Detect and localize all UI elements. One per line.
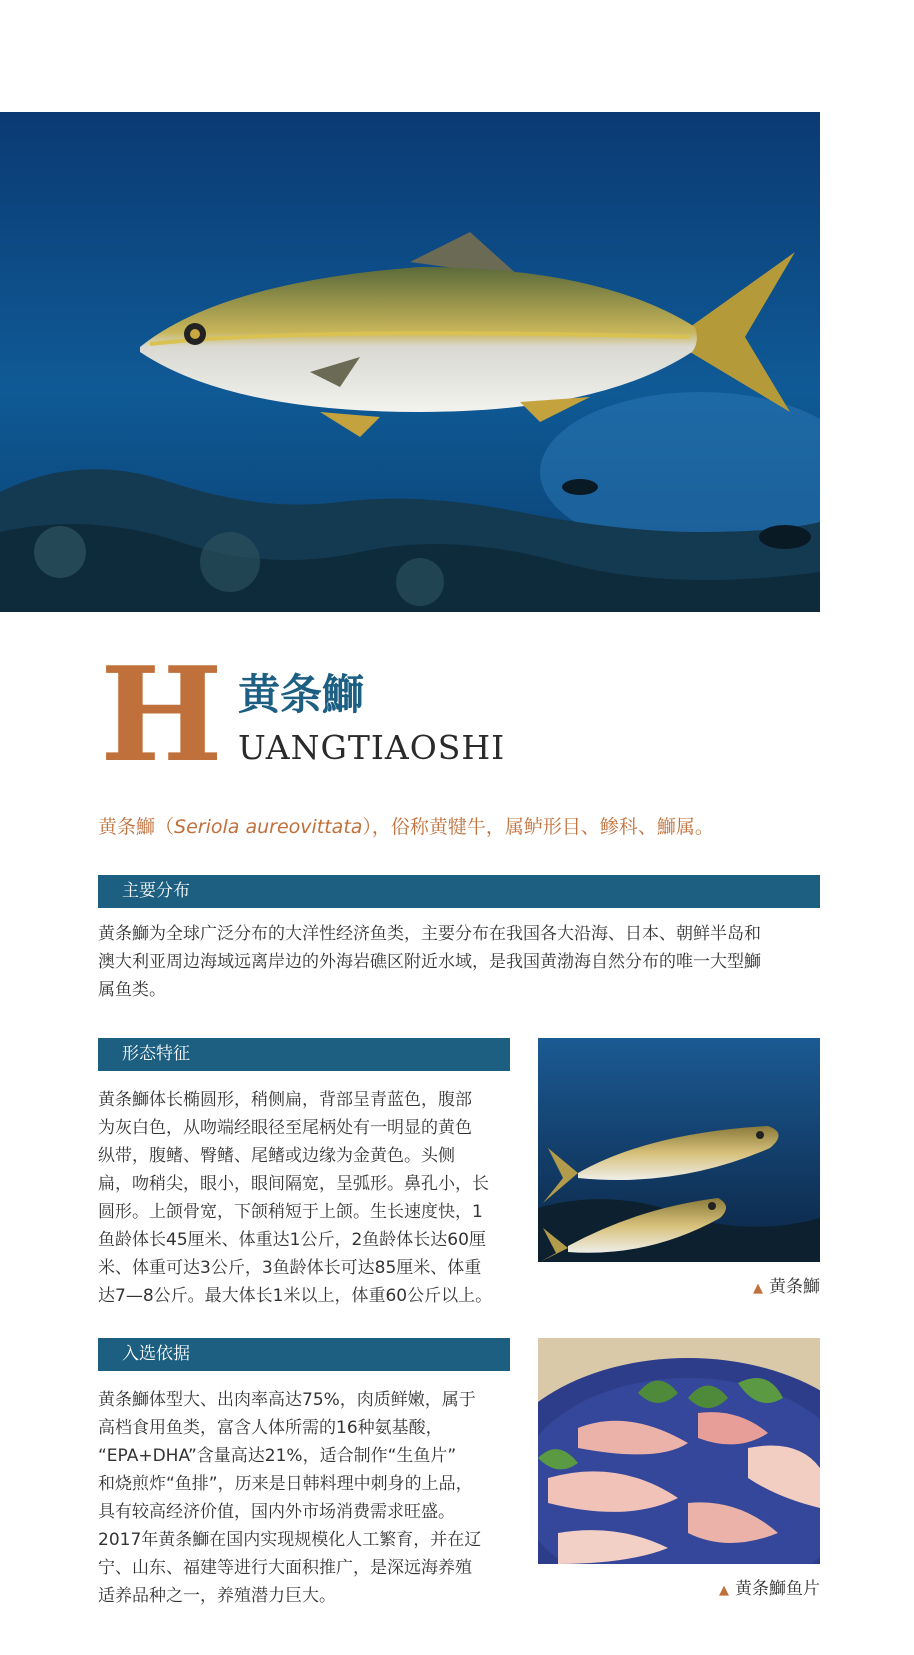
fish-underwater-icon (0, 112, 820, 612)
caption-text: 黄条鰤 (769, 1277, 820, 1297)
text-line: 米、体重可达3公斤，3鱼龄体长可达85厘米、体重 (98, 1258, 482, 1278)
text-line: “EPA+DHA”含量高达21%，适合制作“生鱼片” (98, 1446, 457, 1466)
text-line: 高档食用鱼类，富含人体所需的16种氨基酸， (98, 1418, 443, 1438)
sashimi-photo-caption (538, 1574, 820, 1599)
section-heading-distribution: 主要分布 (98, 875, 820, 908)
text-line: 2017年黄条鰤在国内实现规模化人工繁育，并在辽 (98, 1530, 482, 1550)
distribution-text (98, 920, 820, 1004)
text-line: 澳大利亚周边海域远离岸边的外海岩礁区附近水域，是我国黄渤海自然分布的唯一大型鰤 (98, 952, 761, 972)
text-line: 圆形。上颌骨宽，下颌稍短于上颌。生长速度快，1 (98, 1202, 483, 1222)
text-line: 达7—8公斤。最大体长1米以上，体重60公斤以上。 (98, 1286, 493, 1306)
intro-suffix: ），俗称黄犍牛，属鲈形目、鲹科、鰤属。 (362, 816, 714, 838)
sashimi-photo (538, 1338, 820, 1564)
text-line: 黄条鰤为全球广泛分布的大洋性经济鱼类，主要分布在我国各大沿海、日本、朝鲜半岛和 (98, 924, 761, 944)
text-line: 属鱼类。 (98, 980, 166, 1000)
text-line: 具有较高经济价值，国内外市场消费需求旺盛。 (98, 1502, 455, 1522)
text-line: 和烧煎炸“鱼排”，历来是日韩料理中刺身的上品， (98, 1474, 473, 1494)
sashimi-plate-icon (538, 1338, 820, 1564)
page-title: 黄条鰤 (238, 670, 365, 719)
section-heading-selection: 入选依据 (98, 1338, 510, 1371)
fish-pair-icon (538, 1038, 820, 1262)
intro-line (98, 812, 820, 842)
fish-photo-caption (538, 1272, 820, 1297)
text-line: 黄条鰤体型大、出肉率高达75%，肉质鲜嫩，属于 (98, 1390, 476, 1410)
text-line: 纵带，腹鳍、臀鳍、尾鳍或边缘为金黄色。头侧 (98, 1146, 455, 1166)
text-line: 适养品种之一，养殖潜力巨大。 (98, 1586, 336, 1606)
text-line: 鱼龄体长45厘米、体重达1公斤，2鱼龄体长达60厘 (98, 1230, 486, 1250)
text-line: 黄条鰤体长椭圆形，稍侧扁，背部呈青蓝色，腹部 (98, 1090, 472, 1110)
intro-prefix: 黄条鰤（ (98, 816, 175, 838)
text-line: 为灰白色，从吻端经眼径至尾柄处有一明显的黄色 (98, 1118, 472, 1138)
intro-latin-name: Seriola aureovittata (174, 816, 363, 838)
triangle-icon: ▲ (719, 1583, 729, 1598)
morphology-text (98, 1086, 510, 1310)
fish-pair-photo (538, 1038, 820, 1262)
text-line: 扁，吻稍尖，眼小，眼间隔宽，呈弧形。鼻孔小，长 (98, 1174, 489, 1194)
text-line: 宁、山东、福建等进行大面积推广，是深远海养殖 (98, 1558, 472, 1578)
page-title-romanized: UANGTIAOSHI (238, 728, 506, 767)
selection-text (98, 1386, 510, 1610)
title-initial: H (100, 638, 223, 791)
section-heading-morphology: 形态特征 (98, 1038, 510, 1071)
caption-text: 黄条鰤鱼片 (735, 1579, 820, 1599)
hero-fish-photo (0, 112, 820, 612)
title-block (100, 638, 820, 791)
triangle-icon: ▲ (753, 1281, 763, 1296)
